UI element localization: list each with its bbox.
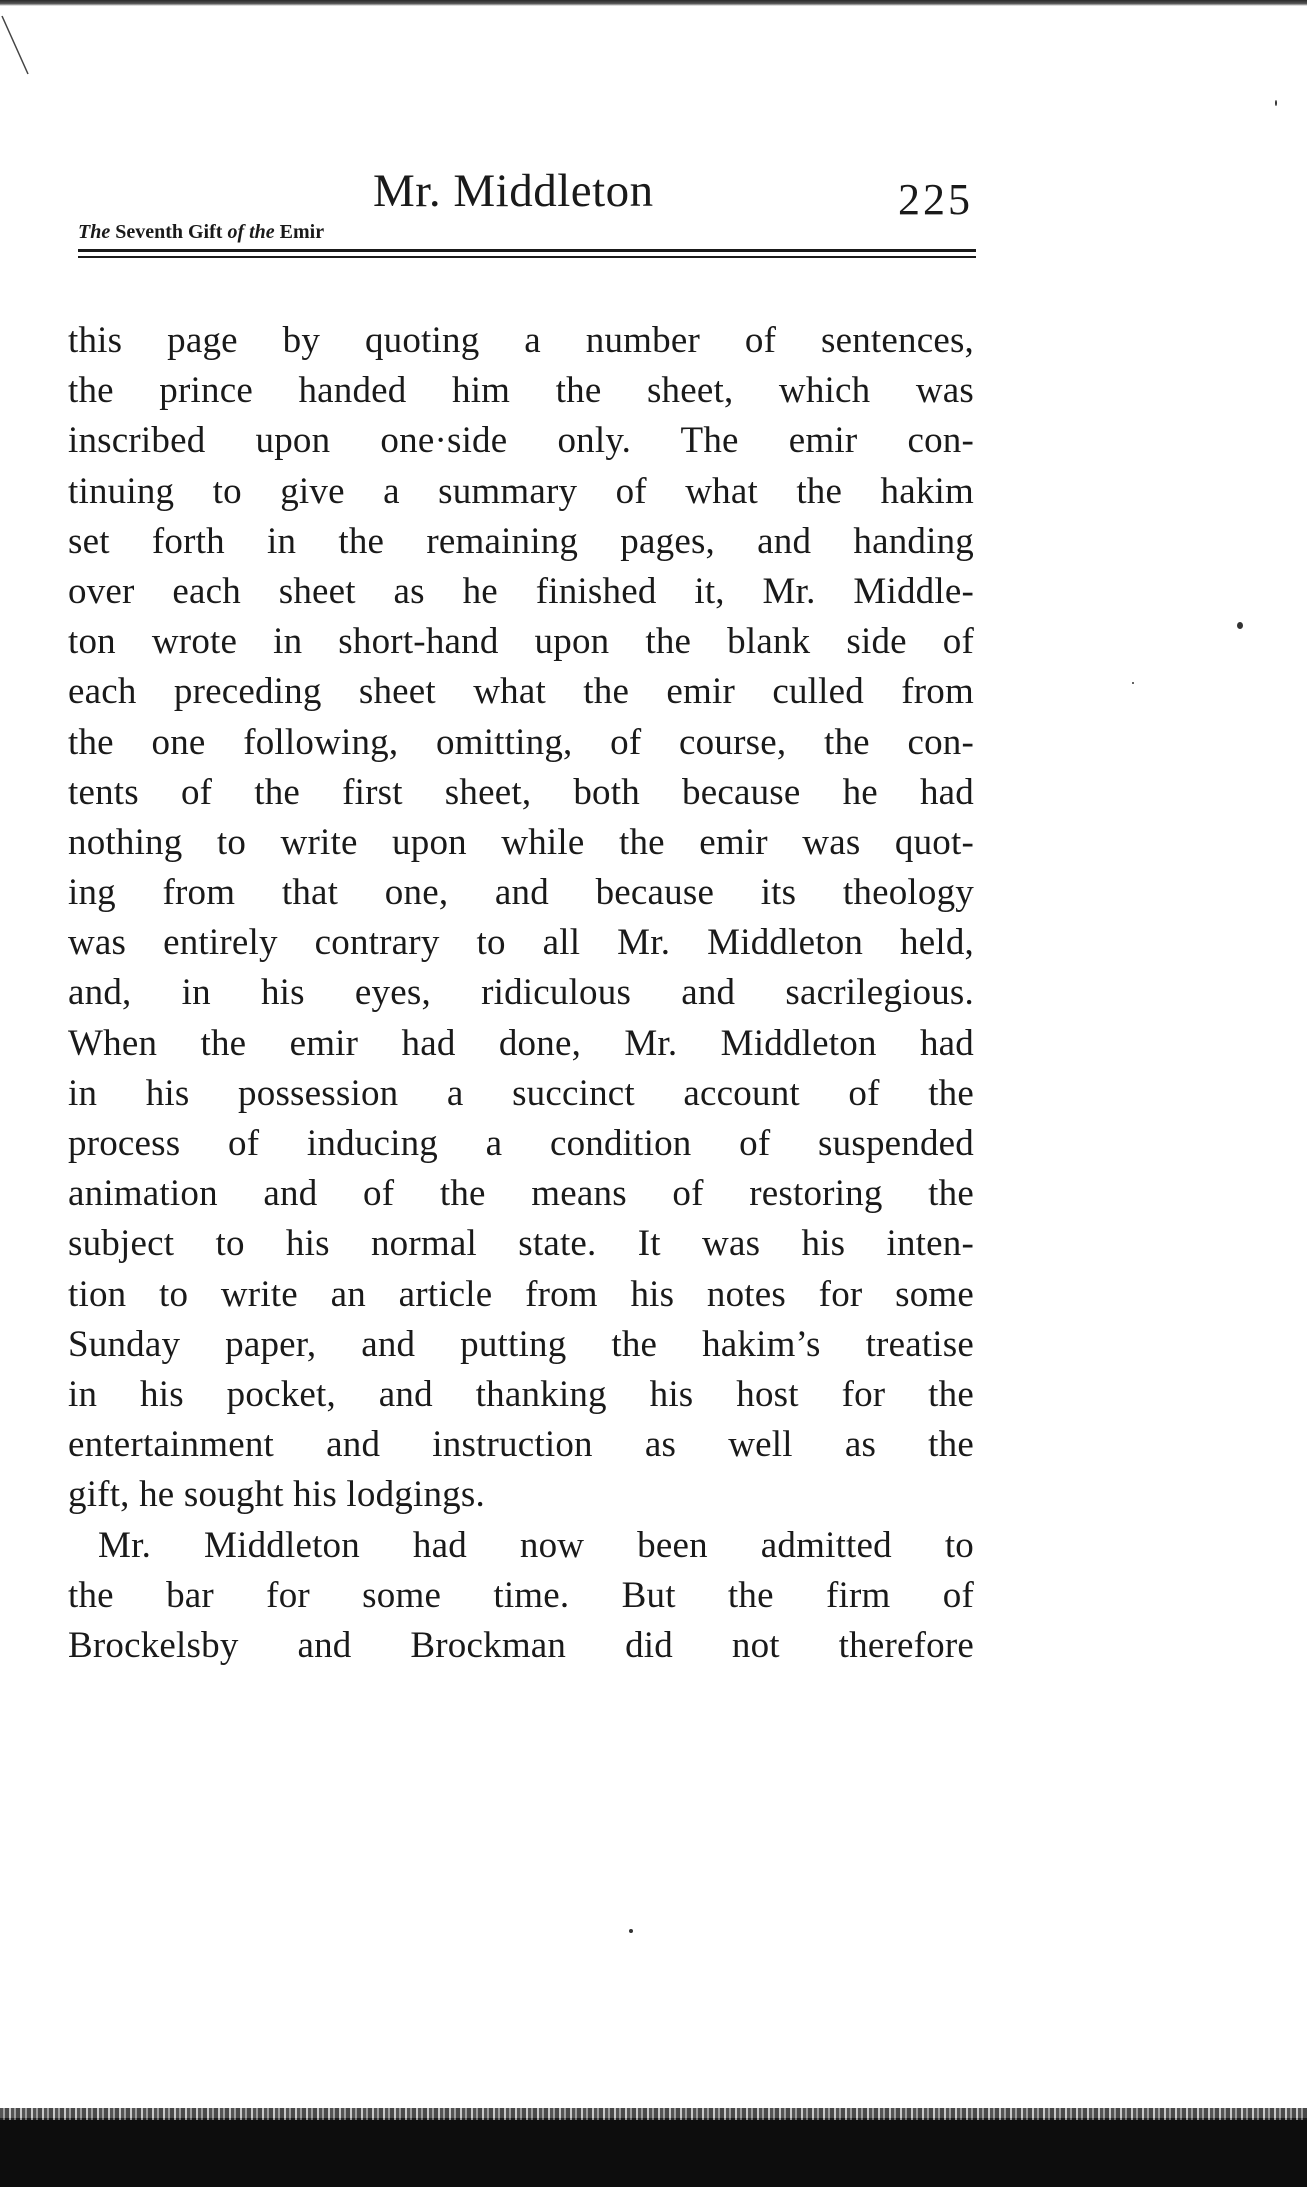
text-line: ing from that one, and because its theology [68, 872, 974, 914]
text-line: tion to write an article from his notes for some [68, 1273, 974, 1315]
text-line: animation and of the means of restoring the [68, 1173, 974, 1215]
page-header [78, 160, 978, 255]
book-title-end: Emir [279, 221, 325, 243]
text-line: Sunday paper, and putting the hakim’s treatise [68, 1323, 974, 1365]
text-line: the prince handed him the sheet, which was [68, 370, 974, 412]
scan-speck [629, 1929, 633, 1933]
scan-bottom-edge [0, 2118, 1307, 2187]
scan-speck [1132, 682, 1134, 684]
text-line: inscribed upon one·side only. The emir con- [68, 420, 974, 462]
running-title: Mr. Middleton [373, 165, 654, 217]
text-line: set forth in the remaining pages, and handing [68, 520, 974, 562]
header-rule-bottom [78, 256, 976, 258]
paragraph-start-line: Mr. Middleton had now been admitted to [98, 1524, 974, 1566]
scan-corner-mark [0, 12, 60, 92]
book-title-of: of [227, 221, 245, 243]
text-line: process of inducing a condition of suspended [68, 1123, 974, 1164]
body-text [68, 316, 974, 1671]
text-line: ton wrote in short-hand upon the blank side of [68, 621, 974, 663]
text-line: tents of the first sheet, both because he had [68, 771, 974, 813]
paragraph-end-line: gift, he sought his lodgings. [68, 1474, 485, 1516]
book-title [78, 222, 324, 242]
text-line: entertainment and instruction as well as the [68, 1424, 974, 1466]
text-line: over each sheet as he finished it, Mr. Middle- [68, 570, 974, 612]
text-line: the one following, omitting, of course, the con- [68, 721, 974, 763]
text-line: each preceding sheet what the emir culled from [68, 671, 974, 713]
text-line: the bar for some time. But the firm of [68, 1574, 974, 1616]
text-line: When the emir had done, Mr. Middleton had [68, 1022, 974, 1064]
text-line: nothing to write upon while the emir was quot- [68, 821, 974, 863]
page-number: 225 [898, 175, 973, 224]
scan-speck [1237, 622, 1243, 629]
text-line: this page by quoting a number of sentences, [68, 320, 974, 361]
text-line: and, in his eyes, ridiculous and sacrilegious. [68, 972, 974, 1014]
scan-speck [1275, 100, 1277, 106]
text-line: in his possession a succinct account of the [68, 1072, 974, 1114]
book-title-the2: the [249, 221, 275, 243]
text-line: was entirely contrary to all Mr. Middleton held, [68, 922, 974, 964]
text-line: tinuing to give a summary of what the hakim [68, 470, 974, 512]
book-title-the: The [78, 221, 111, 243]
header-rule-top [78, 249, 976, 252]
text-line: Brockelsby and Brockman did not therefore [68, 1624, 974, 1666]
scan-top-edge [0, 0, 1307, 6]
book-title-mid: Seventh Gift [115, 221, 223, 243]
text-line: in his pocket, and thanking his host for the [68, 1373, 974, 1415]
text-line: subject to his normal state. It was his inten- [68, 1223, 974, 1265]
